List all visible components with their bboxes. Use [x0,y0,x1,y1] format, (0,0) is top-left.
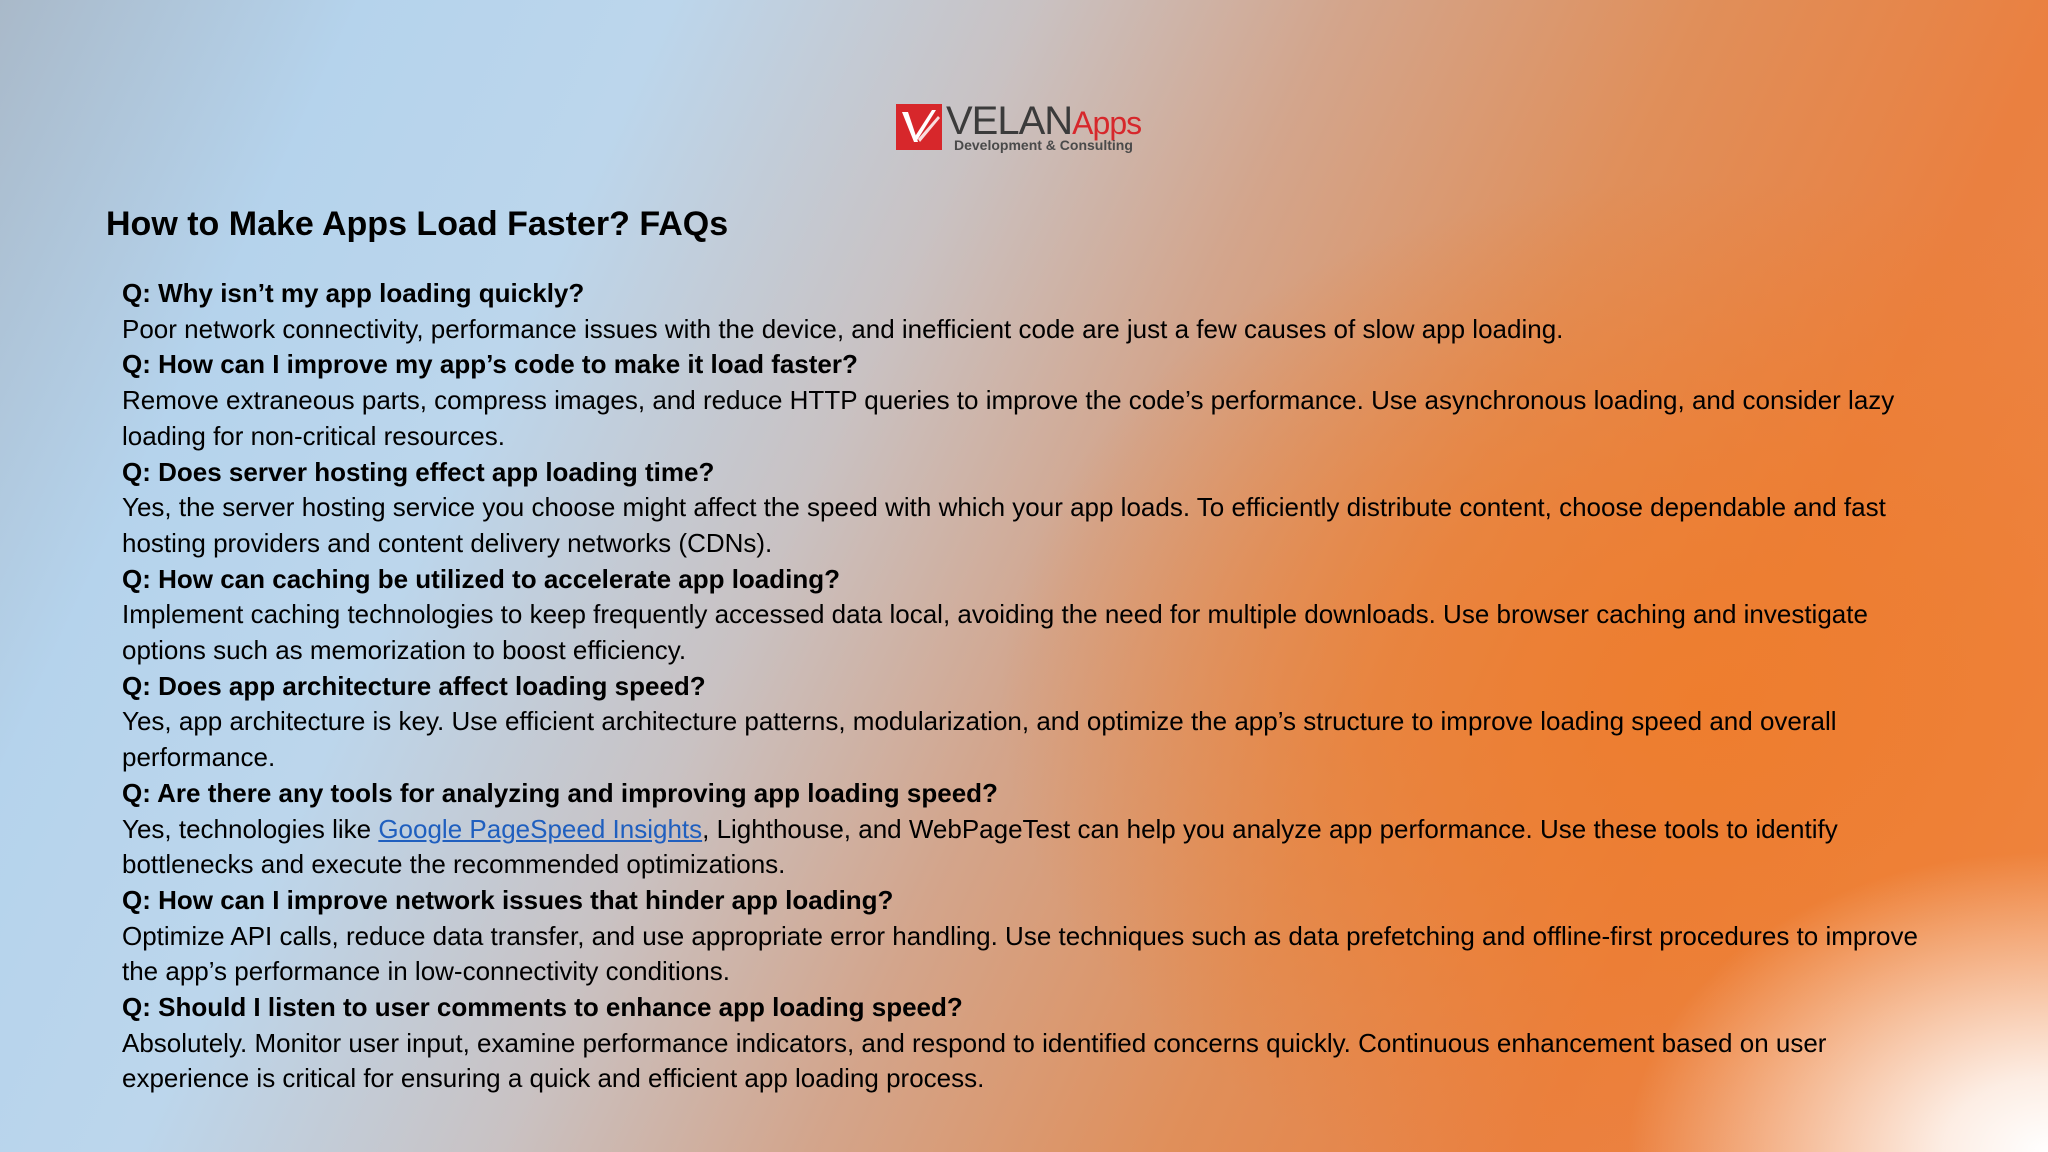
faq-question: Q: How can caching be utilized to accelerate app loading? [122,563,841,594]
faq-answer [122,812,1952,883]
velan-logo-mark-icon [896,104,942,150]
faq-question: Q: Are there any tools for analyzing and improving app loading speed? [122,777,998,808]
faq-question: Q: Should I listen to user comments to enhance app loading speed? [122,992,963,1023]
faq-item [122,562,1952,669]
logo-wordmark: VELANApps [946,99,1142,143]
faq-item [122,347,1952,454]
faq-answer-text: , Lighthouse, and WebPageTest can help you analyze app performance. Use these tools to identify bottlenecks and execute the recommended optimizations. [122,813,1838,880]
faq-list [122,276,1952,1097]
faq-answer-text: Yes, technologies like [122,813,379,844]
faq-item [122,669,1952,776]
velanapps-logo [896,99,1156,154]
faq-question: Q: How can I improve my app’s code to make it load faster? [122,349,858,380]
faq-answer: Poor network connectivity, performance issues with the device, and inefficient code are just a few causes of slow app loading. [122,313,1564,344]
faq-answer: Absolutely. Monitor user input, examine performance indicators, and respond to identified concerns quickly. Continuous enhancement based on user experience is critical for ensuring a quick and efficient app loading process. [122,1027,1827,1094]
faq-answer: Remove extraneous parts, compress images, and reduce HTTP queries to improve the code’s performance. Use asynchronous loading, and consider lazy loading for non-critical resources. [122,385,1895,451]
faq-item [122,455,1952,562]
page-title: How to Make Apps Load Faster? FAQs [106,205,729,243]
faq-answer: Implement caching technologies to keep frequently accessed data local, avoiding the need for multiple downloads. Use browser caching and investigate options such as memorization to boost efficiency. [122,599,1868,666]
faq-answer: Optimize API calls, reduce data transfer, and use appropriate error handling. Use techniques such as data prefetching and offline-first procedures to improve the app’s performance in low-connectivity conditions. [122,920,1918,987]
faq-item [122,276,1952,347]
faq-answer: Yes, the server hosting service you choose might affect the speed with which your app loads. To efficiently distribute content, choose dependable and fast hosting providers and content delivery networks (CDNs). [122,492,1886,558]
logo-tagline: Development & Consulting [954,137,1133,153]
faq-question: Q: Does server hosting effect app loading time? [122,456,715,487]
faq-question: Q: How can I improve network issues that hinder app loading? [122,884,894,915]
faq-item [122,990,1952,1097]
faq-answer: Yes, app architecture is key. Use efficient architecture patterns, modularization, and optimize the app’s structure to improve loading speed and overall performance. [122,706,1837,773]
faq-item [122,883,1952,990]
faq-question: Q: Why isn’t my app loading quickly? [122,278,585,308]
pagespeed-insights-link[interactable]: Google PageSpeed Insights [378,813,703,844]
faq-question: Q: Does app architecture affect loading speed? [122,670,706,701]
faq-item [122,776,1952,883]
